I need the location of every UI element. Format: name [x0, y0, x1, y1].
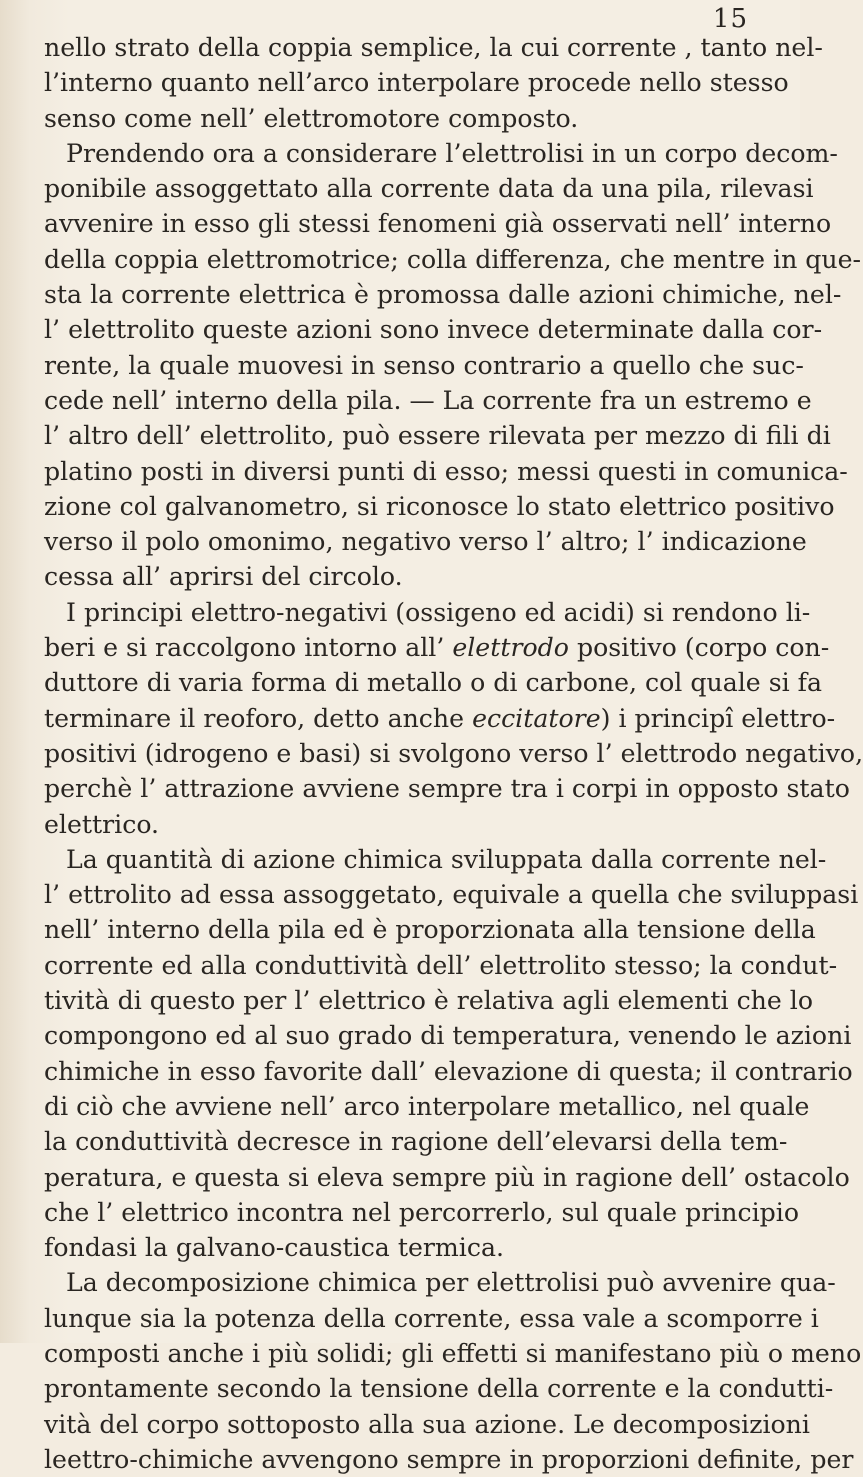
- text-line: lunque sia la potenza della corrente, essa vale a scomporre i: [44, 1303, 819, 1333]
- text-line: peratura, e questa si eleva sempre più in ragione dell’ ostacolo: [44, 1162, 850, 1192]
- text-line: verso il polo omonimo, negativo verso l’ altro; l’ indicazione: [44, 527, 807, 557]
- text-line: cessa all’ aprirsi del circolo.: [44, 562, 403, 592]
- text-line: sta la corrente elettrica è promossa dalle azioni chimiche, nel-: [44, 280, 842, 310]
- text-line: duttore di varia forma di metallo o di carbone, col quale si fa: [44, 668, 823, 698]
- text-line: prontamente secondo la tensione della corrente e la condutti-: [44, 1374, 834, 1404]
- text-line: elettrico.: [44, 809, 160, 839]
- text-line: perchè l’ attrazione avviene sempre tra i corpi in opposto stato: [44, 774, 850, 804]
- text-line: corrente ed alla conduttività dell’ elettrolito stesso; la condut-: [44, 950, 838, 980]
- text-line: vità del corpo sottoposto alla sua azione. Le decomposizioni: [44, 1409, 810, 1439]
- paragraph: [44, 842, 859, 1266]
- body-text: [44, 30, 863, 1477]
- text-line: beri e si raccolgono intorno all’ elettrodo positivo (corpo con-: [44, 633, 830, 663]
- paragraph: [44, 1265, 862, 1477]
- text-line: La decomposizione chimica per elettrolisi può avvenire qua-: [66, 1268, 836, 1298]
- text-line: la conduttività decresce in ragione dell’elevarsi della tem-: [44, 1127, 788, 1157]
- paragraph: [44, 136, 862, 595]
- text-line: fondasi la galvano-caustica termica.: [44, 1233, 504, 1263]
- text-line: senso come nell’ elettromotore composto.: [44, 103, 579, 133]
- text-line: l’ ettrolito ad essa assoggetato, equivale a quella che sviluppasi: [44, 880, 859, 910]
- text-line: ponibile assoggettato alla corrente data da una pila, rilevasi: [44, 174, 814, 204]
- text-line: terminare il reoforo, detto anche eccitatore) i principî elettro-: [44, 703, 836, 733]
- text-line: leettro-chimiche avvengono sempre in proporzioni definite, per: [44, 1444, 854, 1474]
- text-line: l’ altro dell’ elettrolito, può essere rilevata per mezzo di fili di: [44, 421, 831, 451]
- text-line: chimiche in esso favorite dall’ elevazione di questa; il contrario: [44, 1056, 853, 1086]
- text-line: nello strato della coppia semplice, la cui corrente , tanto nel-: [44, 33, 823, 62]
- text-line: di ciò che avviene nell’ arco interpolare metallico, nel quale: [44, 1091, 810, 1121]
- text-line: zione col galvanometro, si riconosce lo stato elettrico positivo: [44, 491, 835, 521]
- text-line: compongono ed al suo grado di temperatura, venendo le azioni: [44, 1021, 852, 1051]
- paragraph: [44, 30, 823, 136]
- text-line: che l’ elettrico incontra nel percorrerlo, sul quale principio: [44, 1197, 800, 1227]
- text-line: tività di questo per l’ elettrico è relativa agli elementi che lo: [44, 986, 814, 1016]
- text-line: La quantità di azione chimica sviluppata dalla corrente nel-: [66, 844, 827, 874]
- text-line: della coppia elettromotrice; colla differenza, che mentre in que-: [44, 244, 862, 274]
- text-line: platino posti in diversi punti di esso; messi questi in comunica-: [44, 456, 848, 486]
- text-line: nell’ interno della pila ed è proporzionata alla tensione della: [44, 915, 816, 945]
- text-line: cede nell’ interno della pila. — La corrente fra un estremo e: [44, 385, 812, 415]
- text-line: positivi (idrogeno e basi) si svolgono verso l’ elettrodo negativo,: [44, 738, 863, 768]
- paragraph: [44, 595, 863, 842]
- text-line: rente, la quale muovesi in senso contrario a quello che suc-: [44, 350, 804, 380]
- text-line: I principi elettro-negativi (ossigeno ed acidi) si rendono li-: [66, 597, 811, 627]
- text-line: l’interno quanto nell’arco interpolare procede nello stesso: [44, 68, 789, 98]
- text-line: Prendendo ora a considerare l’elettrolisi in un corpo decom-: [66, 138, 838, 168]
- text-line: avvenire in esso gli stessi fenomeni già osservati nell’ interno: [44, 209, 832, 239]
- page-number: 15: [712, 4, 748, 34]
- text-line: composti anche i più solidi; gli effetti si manifestano più o meno: [44, 1338, 862, 1368]
- text-line: l’ elettrolito queste azioni sono invece determinate dalla cor-: [44, 315, 823, 345]
